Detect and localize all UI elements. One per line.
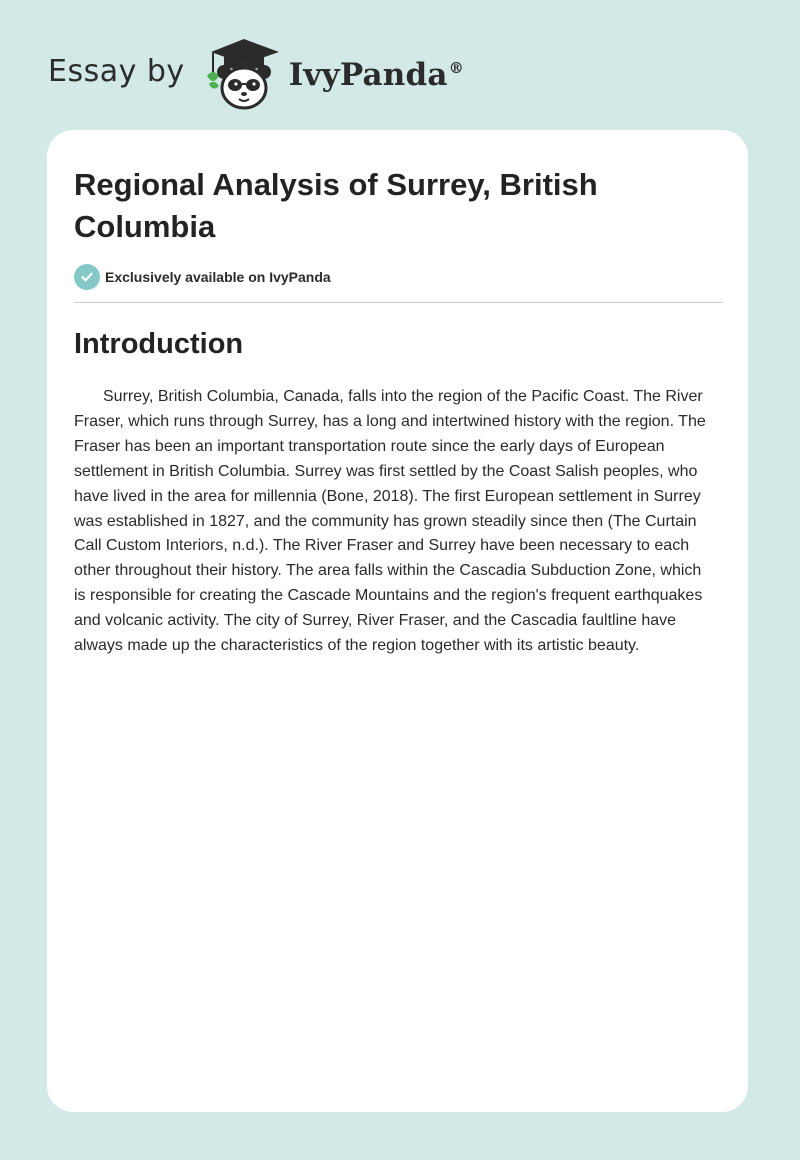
essay-paragraph: Surrey, British Columbia, Canada, falls into the region of the Pacific Coast. The River Fraser, which runs through Surrey, has a long and intertwined history with the region. The Fraser has been an important transportation route since the early days of European settlement in British Columbia. Surrey was first settled by the Coast Salish peoples, who have lived in the area for millennia (Bone, 2018). The first European settlement in Surrey was established in 1827, and the community has grown steadily since then (The Curtain Call Custom Interiors, n.d.). The River Fraser and Surrey have been necessary to each other throughout their history. The area falls within the Cascadia Subduction Zone, which is responsible for creating the Cascade Mountains and the region's frequent earthquakes and volcanic activity. The city of Surrey, River Fraser, and the Cascadia faultline have always made up the characteristics of the region together with its artistic beauty. xyxy=(74,388,706,655)
essay-title: Regional Analysis of Surrey, British Columbia xyxy=(74,167,598,244)
registered-mark: ® xyxy=(448,59,464,77)
brand-name[interactable]: IvyPanda® xyxy=(288,57,464,93)
exclusive-badge xyxy=(74,264,331,290)
check-circle-icon xyxy=(74,264,100,290)
essay-card xyxy=(47,130,748,1112)
essay-by-label: Essay by xyxy=(48,53,185,89)
badge-text: Exclusively available on IvyPanda xyxy=(105,269,331,285)
panda-logo-icon[interactable] xyxy=(199,34,289,114)
site-header xyxy=(48,34,464,114)
divider xyxy=(74,302,723,303)
section-heading: Introduction xyxy=(74,328,244,360)
